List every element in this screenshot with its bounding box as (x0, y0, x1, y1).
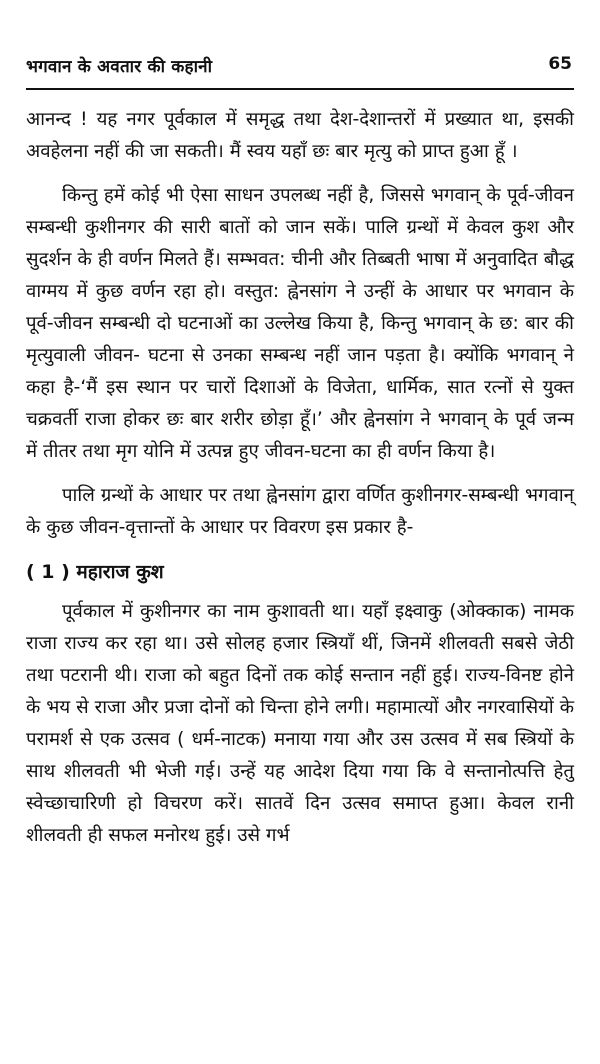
section-paragraph: पूर्वकाल में कुशीनगर का नाम कुशावती था। यहाँ इक्ष्वाकु (ओक्काक) नामक राजा राज्य कर रहा था। उसे सोलह हजार स्त्रियाँ थीं, जिनमें शीलवती सबसे जेठी तथा पटरानी थी। राजा को बहुत दिनों तक कोई सन्तान नहीं हुई। राज्य-विनष्ट होने के भय से राजा और प्रजा दोनों को चिन्ता होने लगी। महामात्यों और नगरवासियों के परामर्श से एक उत्सव ( धर्म-नाटक) मनाया गया और उस उत्सव में सब स्त्रियों के साथ शीलवती भी भेजी गई। उन्हें यह आदेश दिया गया कि वे सन्तानोत्पत्ति हेतु स्वेच्छाचारिणी हो विचरण करें। सातवें दिन उत्सव समाप्त हुआ। केवल रानी शीलवती ही सफल मनोरथ हुई। उसे गर्भ (26, 601, 574, 846)
running-title: भगवान के अवतार की कहानी (26, 57, 213, 77)
header-rule (26, 88, 574, 90)
paragraph-1: आनन्द ! यह नगर पूर्वकाल में समृद्ध तथा देश-देशान्तरों में प्रख्यात था, इसकी अवहेलना नहीं की जा सकती। मैं स्वय यहाँ छः बार मृत्यु को प्राप्त हुआ हूँ । (26, 109, 574, 162)
body-text (26, 104, 574, 864)
section-heading: ( 1 ) महाराज कुश (26, 561, 164, 583)
paragraph-3: पालि ग्रन्थों के आधार पर तथा ह्वेनसांग द्वारा वर्णित कुशीनगर-सम्बन्धी भगवान् के कुछ जीवन-वृत्तान्तों के आधार पर विवरण इस प्रकार है- (26, 485, 574, 538)
page-number: 65 (548, 54, 572, 74)
page-header (22, 0, 578, 100)
paragraph-2: किन्तु हमें कोई भी ऐसा साधन उपलब्ध नहीं है, जिससे भगवान् के पूर्व-जीवन सम्बन्धी कुशीनगर की सारी बातों को जान सकें। पालि ग्रन्थों में केवल कुश और सुदर्शन के ही वर्णन मिलते हैं। सम्भवत: चीनी और तिब्बती भाषा में अनुवादित बौद्ध वाग्मय में कुछ वर्णन रहा हो। वस्तुत: ह्वेनसांग ने उन्हीं के आधार पर भगवान के पूर्व-जीवन सम्बन्धी दो घटनाओं का उल्लेख किया है, किन्तु भगवान् के छ: बार की मृत्युवाली जीवन- घटना से उनका सम्बन्ध नहीं जान पड़ता है। क्योंकि भगवान् ने कहा है-‘मैं इस स्थान पर चारों दिशाओं के विजेता, धार्मिक, सात रत्नों से युक्त चक्रवर्ती राजा होकर छः बार शरीर छोड़ा हूँ।’ और ह्वेनसांग ने भगवान् के पूर्व जन्म में तीतर तथा मृग योनि में उत्पन्न हुए जीवन-घटना का ही वर्णन किया है। (26, 185, 574, 462)
